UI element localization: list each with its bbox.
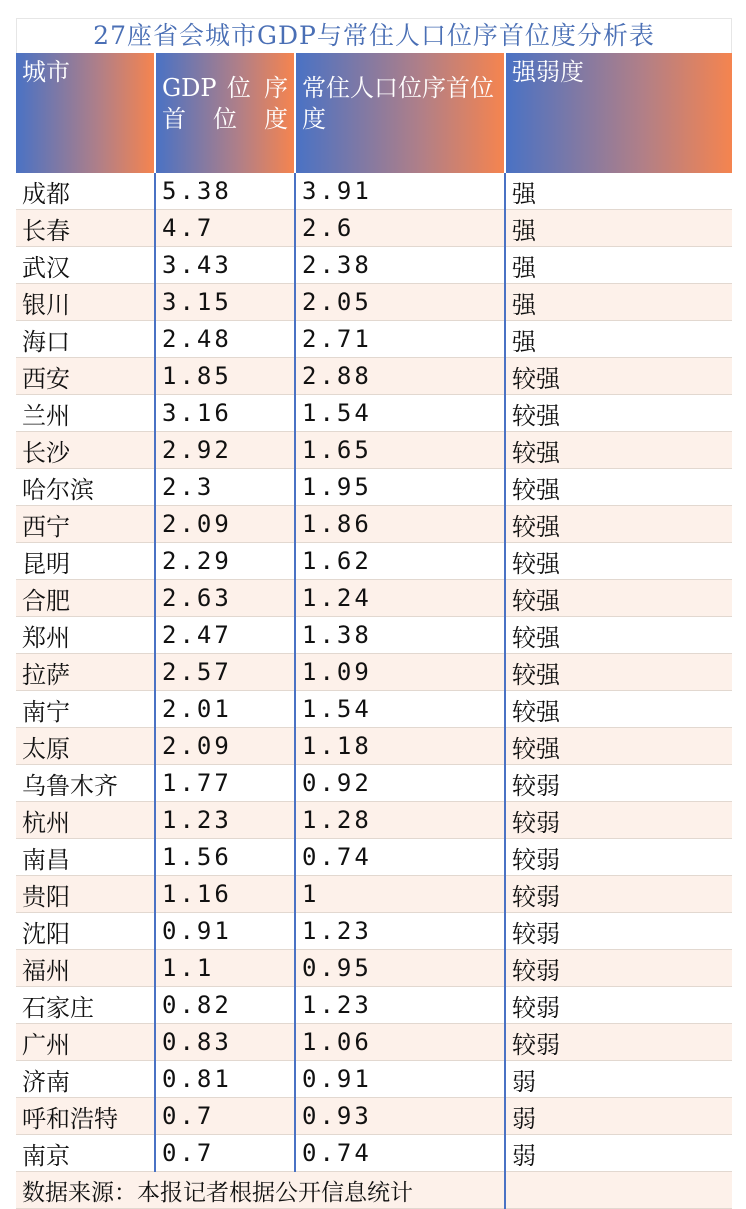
population-primacy-cell: 0.91 bbox=[295, 1061, 505, 1098]
city-cell: 南京 bbox=[16, 1135, 155, 1172]
population-primacy-cell: 1.23 bbox=[295, 987, 505, 1024]
city-cell: 海口 bbox=[16, 321, 155, 358]
gdp-primacy-cell: 2.92 bbox=[155, 432, 295, 469]
gdp-primacy-cell: 2.01 bbox=[155, 691, 295, 728]
gdp-primacy-cell: 4.7 bbox=[155, 210, 295, 247]
population-primacy-cell: 1.09 bbox=[295, 654, 505, 691]
gdp-primacy-cell: 2.29 bbox=[155, 543, 295, 580]
population-primacy-cell: 1.28 bbox=[295, 802, 505, 839]
city-cell: 银川 bbox=[16, 284, 155, 321]
table-row bbox=[16, 1098, 732, 1135]
table-row bbox=[16, 247, 732, 284]
population-primacy-cell: 1.38 bbox=[295, 617, 505, 654]
strength-cell: 强 bbox=[505, 173, 732, 210]
city-cell: 南昌 bbox=[16, 839, 155, 876]
table-body bbox=[16, 173, 732, 1209]
gdp-primacy-cell: 1.23 bbox=[155, 802, 295, 839]
gdp-primacy-cell: 0.82 bbox=[155, 987, 295, 1024]
source-empty-cell bbox=[505, 1172, 732, 1209]
city-cell: 贵阳 bbox=[16, 876, 155, 913]
population-primacy-cell: 0.74 bbox=[295, 839, 505, 876]
header-strength: 强弱度 bbox=[505, 53, 732, 173]
table-row bbox=[16, 876, 732, 913]
city-cell: 西安 bbox=[16, 358, 155, 395]
header-city: 城市 bbox=[16, 53, 155, 173]
population-primacy-cell: 0.93 bbox=[295, 1098, 505, 1135]
population-primacy-cell: 1.86 bbox=[295, 506, 505, 543]
analysis-table-container bbox=[16, 18, 732, 1209]
population-primacy-cell: 1.62 bbox=[295, 543, 505, 580]
strength-cell: 较强 bbox=[505, 691, 732, 728]
source-note: 数据来源：本报记者根据公开信息统计 bbox=[16, 1172, 505, 1209]
strength-cell: 较强 bbox=[505, 395, 732, 432]
strength-cell: 较弱 bbox=[505, 765, 732, 802]
city-cell: 拉萨 bbox=[16, 654, 155, 691]
table-row bbox=[16, 358, 732, 395]
population-primacy-cell: 1.95 bbox=[295, 469, 505, 506]
gdp-primacy-cell: 1.85 bbox=[155, 358, 295, 395]
strength-cell: 较弱 bbox=[505, 839, 732, 876]
table-row bbox=[16, 506, 732, 543]
gdp-primacy-cell: 3.43 bbox=[155, 247, 295, 284]
strength-cell: 强 bbox=[505, 321, 732, 358]
population-primacy-cell: 1 bbox=[295, 876, 505, 913]
strength-cell: 较弱 bbox=[505, 987, 732, 1024]
strength-cell: 较弱 bbox=[505, 802, 732, 839]
city-cell: 武汉 bbox=[16, 247, 155, 284]
city-cell: 西宁 bbox=[16, 506, 155, 543]
population-primacy-cell: 1.18 bbox=[295, 728, 505, 765]
strength-cell: 弱 bbox=[505, 1135, 732, 1172]
strength-cell: 较强 bbox=[505, 469, 732, 506]
table-row bbox=[16, 580, 732, 617]
gdp-primacy-cell: 2.57 bbox=[155, 654, 295, 691]
city-cell: 哈尔滨 bbox=[16, 469, 155, 506]
strength-cell: 较强 bbox=[505, 543, 732, 580]
table-row bbox=[16, 765, 732, 802]
city-cell: 太原 bbox=[16, 728, 155, 765]
table-row bbox=[16, 1061, 732, 1098]
table-row bbox=[16, 987, 732, 1024]
gdp-primacy-cell: 2.63 bbox=[155, 580, 295, 617]
strength-cell: 较强 bbox=[505, 580, 732, 617]
gdp-primacy-cell: 1.56 bbox=[155, 839, 295, 876]
header-row bbox=[16, 53, 732, 173]
population-primacy-cell: 0.95 bbox=[295, 950, 505, 987]
source-row bbox=[16, 1172, 732, 1209]
table-row bbox=[16, 802, 732, 839]
gdp-primacy-cell: 3.16 bbox=[155, 395, 295, 432]
population-primacy-cell: 1.54 bbox=[295, 395, 505, 432]
population-primacy-cell: 1.65 bbox=[295, 432, 505, 469]
strength-cell: 较弱 bbox=[505, 1024, 732, 1061]
table-row bbox=[16, 1024, 732, 1061]
gdp-primacy-cell: 1.1 bbox=[155, 950, 295, 987]
city-cell: 长沙 bbox=[16, 432, 155, 469]
table-row bbox=[16, 284, 732, 321]
gdp-primacy-cell: 2.47 bbox=[155, 617, 295, 654]
city-cell: 兰州 bbox=[16, 395, 155, 432]
city-cell: 沈阳 bbox=[16, 913, 155, 950]
gdp-primacy-cell: 2.09 bbox=[155, 506, 295, 543]
gdp-primacy-cell: 0.7 bbox=[155, 1135, 295, 1172]
city-cell: 杭州 bbox=[16, 802, 155, 839]
table-row bbox=[16, 839, 732, 876]
table-row bbox=[16, 395, 732, 432]
population-primacy-cell: 2.6 bbox=[295, 210, 505, 247]
city-cell: 长春 bbox=[16, 210, 155, 247]
city-cell: 乌鲁木齐 bbox=[16, 765, 155, 802]
population-primacy-cell: 0.92 bbox=[295, 765, 505, 802]
gdp-primacy-cell: 2.48 bbox=[155, 321, 295, 358]
table-row bbox=[16, 654, 732, 691]
strength-cell: 弱 bbox=[505, 1098, 732, 1135]
table-row bbox=[16, 210, 732, 247]
strength-cell: 弱 bbox=[505, 1061, 732, 1098]
city-cell: 郑州 bbox=[16, 617, 155, 654]
table-row bbox=[16, 691, 732, 728]
strength-cell: 较强 bbox=[505, 358, 732, 395]
strength-cell: 强 bbox=[505, 247, 732, 284]
table-row bbox=[16, 432, 732, 469]
table-title: 27座省会城市GDP与常住人口位序首位度分析表 bbox=[16, 18, 732, 53]
city-cell: 广州 bbox=[16, 1024, 155, 1061]
table-row bbox=[16, 173, 732, 210]
population-primacy-cell: 1.54 bbox=[295, 691, 505, 728]
table-row bbox=[16, 469, 732, 506]
strength-cell: 强 bbox=[505, 284, 732, 321]
header-population-primacy: 常住人口位序首位度 bbox=[295, 53, 505, 173]
population-primacy-cell: 2.71 bbox=[295, 321, 505, 358]
strength-cell: 较强 bbox=[505, 506, 732, 543]
table-row bbox=[16, 321, 732, 358]
city-cell: 合肥 bbox=[16, 580, 155, 617]
gdp-primacy-cell: 0.91 bbox=[155, 913, 295, 950]
city-cell: 南宁 bbox=[16, 691, 155, 728]
gdp-primacy-cell: 2.09 bbox=[155, 728, 295, 765]
city-cell: 福州 bbox=[16, 950, 155, 987]
strength-cell: 较弱 bbox=[505, 913, 732, 950]
population-primacy-cell: 2.88 bbox=[295, 358, 505, 395]
header-gdp-primacy: GDP 位 序首位度 bbox=[155, 53, 295, 173]
table-row bbox=[16, 728, 732, 765]
population-primacy-cell: 0.74 bbox=[295, 1135, 505, 1172]
gdp-primacy-cell: 1.77 bbox=[155, 765, 295, 802]
population-primacy-cell: 2.05 bbox=[295, 284, 505, 321]
population-primacy-cell: 1.24 bbox=[295, 580, 505, 617]
gdp-primacy-cell: 1.16 bbox=[155, 876, 295, 913]
strength-cell: 较强 bbox=[505, 654, 732, 691]
gdp-population-table bbox=[16, 53, 732, 1209]
gdp-primacy-cell: 0.81 bbox=[155, 1061, 295, 1098]
gdp-primacy-cell: 2.3 bbox=[155, 469, 295, 506]
population-primacy-cell: 1.06 bbox=[295, 1024, 505, 1061]
population-primacy-cell: 2.38 bbox=[295, 247, 505, 284]
strength-cell: 较强 bbox=[505, 728, 732, 765]
city-cell: 呼和浩特 bbox=[16, 1098, 155, 1135]
table-row bbox=[16, 950, 732, 987]
table-row bbox=[16, 913, 732, 950]
population-primacy-cell: 3.91 bbox=[295, 173, 505, 210]
city-cell: 成都 bbox=[16, 173, 155, 210]
city-cell: 昆明 bbox=[16, 543, 155, 580]
population-primacy-cell: 1.23 bbox=[295, 913, 505, 950]
strength-cell: 强 bbox=[505, 210, 732, 247]
strength-cell: 较强 bbox=[505, 617, 732, 654]
table-row bbox=[16, 543, 732, 580]
strength-cell: 较强 bbox=[505, 432, 732, 469]
strength-cell: 较弱 bbox=[505, 876, 732, 913]
gdp-primacy-cell: 3.15 bbox=[155, 284, 295, 321]
city-cell: 石家庄 bbox=[16, 987, 155, 1024]
gdp-primacy-cell: 5.38 bbox=[155, 173, 295, 210]
table-row bbox=[16, 617, 732, 654]
table-row bbox=[16, 1135, 732, 1172]
gdp-primacy-cell: 0.7 bbox=[155, 1098, 295, 1135]
strength-cell: 较弱 bbox=[505, 950, 732, 987]
city-cell: 济南 bbox=[16, 1061, 155, 1098]
gdp-primacy-cell: 0.83 bbox=[155, 1024, 295, 1061]
